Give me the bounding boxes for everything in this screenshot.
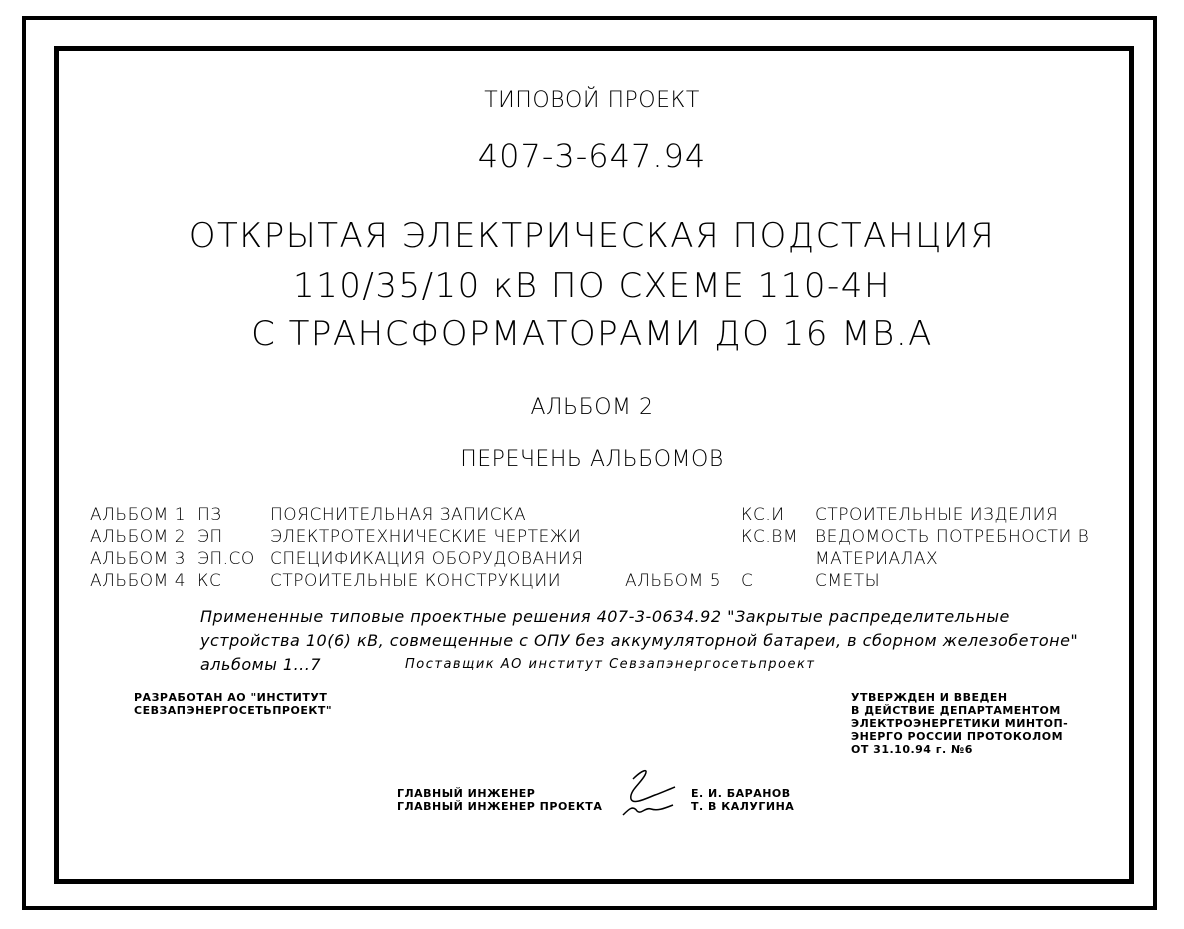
chief-engineer-name: Е. И. БАРАНОВ: [691, 787, 791, 800]
album-list-heading: ПЕРЕЧЕНЬ АЛЬБОМОВ: [460, 447, 724, 472]
album-code: С: [741, 571, 754, 591]
supplier-note: Поставщик АО институт Севзапэнергосетьпроект: [405, 657, 816, 672]
title-line-1: ОТКРЫТАЯ ЭЛЕКТРИЧЕСКАЯ ПОДСТАНЦИЯ: [188, 216, 996, 256]
album-name: МАТЕРИАЛАХ: [815, 549, 939, 569]
album-name: СТРОИТЕЛЬНЫЕ ИЗДЕЛИЯ: [815, 505, 1059, 525]
note-line-2: устройства 10(6) кВ, совмещенные с ОПУ без аккумуляторной батареи, в сборном железобетоне": [200, 631, 1079, 650]
title-line-3: С ТРАНСФОРМАТОРАМИ ДО 16 МВ.А: [251, 314, 933, 354]
album-code: ЭП: [197, 527, 223, 547]
signature-icon: [615, 765, 685, 821]
album-name: ВЕДОМОСТЬ ПОТРЕБНОСТИ В: [815, 527, 1090, 547]
album-name: СТРОИТЕЛЬНЫЕ КОНСТРУКЦИИ: [270, 571, 562, 591]
developed-by: РАЗРАБОТАН АО "ИНСТИТУТ СЕВЗАПЭНЕРГОСЕТЬПРОЕКТ": [134, 691, 333, 717]
project-type-label: ТИПОВОЙ ПРОЕКТ: [484, 88, 700, 113]
album-label: АЛЬБОМ 2: [530, 395, 654, 420]
album-number: АЛЬБОМ 1: [90, 505, 187, 525]
approval-statement: УТВЕРЖДЕН И ВВЕДЕН В ДЕЙСТВИЕ ДЕПАРТАМЕНТОМ ЭЛЕКТРОЭНЕРГЕТИКИ МИНТОП- ЭНЕРГО РОССИИ ПРОТОКОЛОМ ОТ 31.10.94 г. №6: [851, 691, 1069, 756]
album-name: СМЕТЫ: [815, 571, 881, 591]
chief-engineer-role: ГЛАВНЫЙ ИНЖЕНЕР: [397, 787, 536, 800]
album-name: СПЕЦИФИКАЦИЯ ОБОРУДОВАНИЯ: [270, 549, 584, 569]
album-code: КС.ВМ: [741, 527, 799, 547]
album-code: КС.И: [741, 505, 785, 525]
album-code: ПЗ: [197, 505, 222, 525]
title-line-2: 110/35/10 кВ ПО СХЕМЕ 110-4Н: [292, 266, 892, 306]
album-number: АЛЬБОМ 5: [625, 571, 722, 591]
project-number: 407-3-647.94: [477, 137, 707, 175]
note-line-1: Примененные типовые проектные решения 407-3-0634.92 "Закрытые распределительные: [200, 607, 1010, 626]
album-code: КС: [197, 571, 222, 591]
album-name: ПОЯСНИТЕЛЬНАЯ ЗАПИСКА: [270, 505, 527, 525]
album-number: АЛЬБОМ 4: [90, 571, 187, 591]
chief-project-engineer-role: ГЛАВНЫЙ ИНЖЕНЕР ПРОЕКТА: [397, 800, 603, 813]
album-number: АЛЬБОМ 2: [90, 527, 187, 547]
note-line-3: альбомы 1...7: [200, 655, 322, 674]
album-name: ЭЛЕКТРОТЕХНИЧЕСКИЕ ЧЕРТЕЖИ: [270, 527, 582, 547]
album-code: ЭП.СО: [197, 549, 255, 569]
chief-project-engineer-name: Т. В КАЛУГИНА: [691, 800, 795, 813]
album-number: АЛЬБОМ 3: [90, 549, 187, 569]
